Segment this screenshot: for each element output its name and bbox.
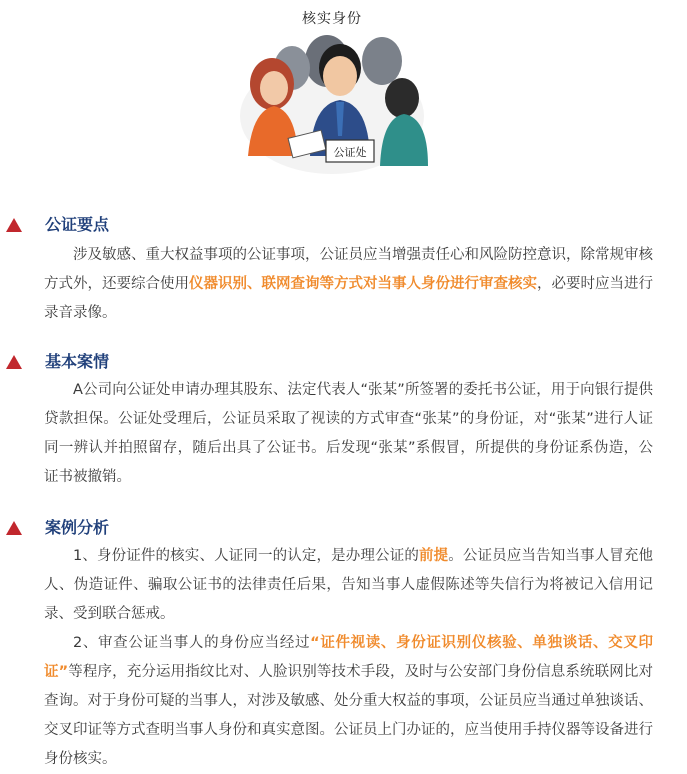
section-case-analysis (0, 517, 687, 774)
text-run: A公司向公证处申请办理其股东、法定代表人“张某”所签署的委托书公证，用于向银行提供贷款担保。公证处受理后，公证员采取了视读的方式审查“张某”的身份证，对“张某”进行人证同一辨认并拍照留存，随后出具了公证书。后发现“张某”系假冒，所提供的身份证系伪造，公证书被撤销。 (44, 382, 653, 485)
triangle-icon (6, 355, 22, 369)
highlight-text: 仪器识别、联网查询等方式对当事人身份进行审查核实 (189, 276, 537, 292)
highlight-text: 前提 (418, 548, 449, 564)
section-title: 案例分析 (45, 518, 110, 537)
text-run: 1、身份证件的核实、人证同一的认定，是办理公证的 (73, 548, 419, 564)
triangle-icon (6, 521, 22, 535)
section-paragraph (0, 376, 687, 492)
text-run: 涉及敏感、重大权益事项的公证事项，公证员应当增强责任心和风险防控意识，除常规审核方式外，还要综合使用 (44, 247, 653, 292)
section-header (0, 517, 687, 539)
triangle-icon (6, 218, 22, 232)
illustration-caption: 核实身份 (302, 11, 362, 27)
text-run: 2、审查公证当事人的身份应当经过 (73, 635, 311, 651)
section-paragraph (0, 629, 687, 774)
section-case-facts (0, 351, 687, 492)
text-run: ，必要时应当进行录音录像。 (44, 276, 653, 321)
section-paragraph (0, 542, 687, 629)
section-notarization-points (0, 214, 687, 328)
section-title: 公证要点 (45, 215, 110, 234)
section-title: 基本案情 (45, 352, 110, 371)
notary-sign-text: 公证处 (333, 146, 367, 159)
section-paragraph (0, 241, 687, 328)
text-run: 等程序，充分运用指纹比对、人脸识别等技术手段，及时与公安部门身份信息系统联网比对查询。对于身份可疑的当事人，对涉及敏感、处分重大权益的事项，公证员应当通过单独谈话、交叉印证等方式查明当事人身份和真实意图。公证员上门办证的，应当使用手持仪器等设备进行身份核实。 (44, 664, 654, 767)
highlight-text: “证件视读、身份证识别仪核验、单独谈话、交叉印证” (44, 635, 653, 680)
section-header (0, 351, 687, 373)
header-illustration (232, 6, 432, 178)
notary-scene-illustration (232, 6, 432, 178)
text-run: 。公证员应当告知当事人冒充他人、伪造证件、骗取公证书的法律责任后果，告知当事人虚假陈述等失信行为将被记入信用记录、受到联合惩戒。 (44, 548, 654, 622)
section-header (0, 214, 687, 236)
